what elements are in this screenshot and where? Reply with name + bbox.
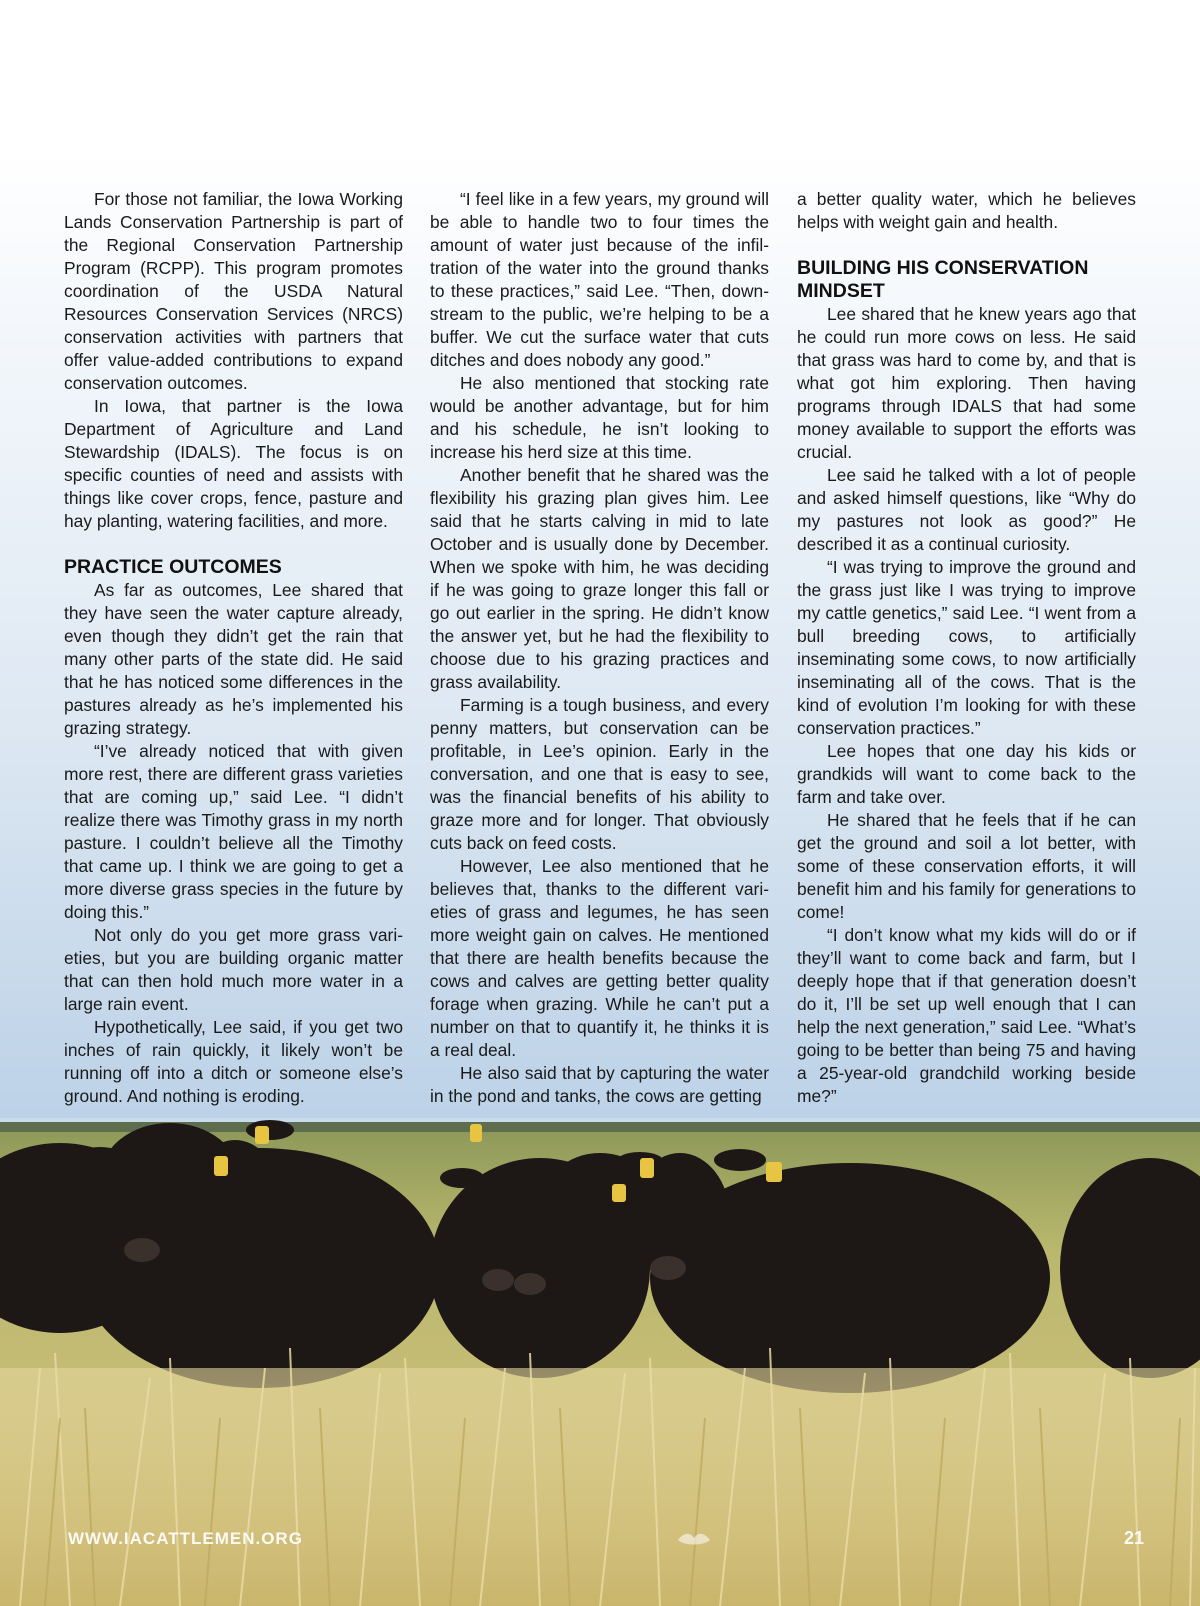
section-heading-practice-outcomes: PRACTICE OUTCOMES	[64, 556, 282, 578]
paragraph: “I’ve already noticed that with given more rest, there are different grass varieties that are coming up,” said Lee. “I didn’t realize there was Timothy grass in my north pasture. I couldn’t believe all the Timothy that came up. I think we are going to get a more diverse grass species in the future by doing this.”	[64, 741, 403, 922]
column-1	[64, 188, 403, 1108]
column-3	[797, 188, 1136, 1108]
footer-website: WWW.IACATTLEMEN.ORG	[68, 1529, 303, 1548]
page-number: 21	[1123, 1528, 1144, 1548]
paragraph: Lee said he talked with a lot of people and asked himself questions, like “Why do my pastures not look as good?” He described it as a continual curiosity.	[797, 465, 1136, 554]
association-logo-icon	[676, 1530, 712, 1548]
paragraph: However, Lee also mentioned that he believes that, thanks to the different varieties of grass and legumes, he has seen more weight gain on calves. He mentioned that there are health benefits because the cows and calves are getting better quality forage when grazing. While he can’t put a number on that to quantify it, he thinks it is a real deal.	[430, 856, 769, 1060]
column-2	[430, 188, 769, 1108]
paragraph: In Iowa, that partner is the Iowa Department of Agriculture and Land Stewardship (IDALS). The focus is on specific counties of need and assists with things like cover crops, fence, pasture and hay planting, watering facilities, and more.	[64, 396, 403, 531]
paragraph: As far as outcomes, Lee shared that they have seen the water capture already, even though they didn’t get the rain that many other parts of the state did. He said that he has noticed some differences in the pastures already as he’s implemented his grazing strategy.	[64, 580, 403, 738]
paragraph: He also mentioned that stocking rate would be another advantage, but for him and his schedule, he isn’t looking to increase his herd size at this time.	[430, 373, 769, 462]
paragraph: Not only do you get more grass varieties, but you are building organic matter that can then hold much more water in a large rain event.	[64, 925, 403, 1014]
paragraph: For those not familiar, the Iowa Working Lands Conservation Partnership is part of the Regional Conservation Partnership Program (RCPP). This program promotes coordination of the USDA Natural Resources Conservation Services (NRCS) conservation activities with partners that offer value-added contributions to expand conservation outcomes.	[64, 189, 403, 393]
paragraph-continued: a better quality water, which he believes helps with weight gain and health.	[797, 189, 1136, 232]
article-body	[64, 188, 1136, 1118]
paragraph: Farming is a tough business, and every penny matters, but conservation can be profitable, in Lee’s opinion. Early in the conversation, and one that is easy to see, was the financial benefits of his ability to graze more and for longer. That obviously cuts back on feed costs.	[430, 695, 769, 853]
paragraph: “I don’t know what my kids will do or if they’ll want to come back and farm, but I deeply hope that if that generation doesn’t do it, I’ll be set up well enough that I can help the next generation,” said Lee. “What’s going to be better than being 75 and having a 25-year-old grandchild working beside me?”	[797, 925, 1136, 1106]
paragraph: Hypothetically, Lee said, if you get two inches of rain quickly, it likely won’t be running off into a ditch or someone else’s ground. And nothing is eroding.	[64, 1017, 403, 1106]
paragraph: Lee hopes that one day his kids or grandkids will want to come back to the farm and take over.	[797, 741, 1136, 807]
paragraph: Lee shared that he knew years ago that he could run more cows on less. He said that grass was hard to come by, and that is what got him exploring. Then having programs through IDALS that had some money available to support the efforts was crucial.	[797, 304, 1136, 462]
paragraph: He shared that he feels that if he can get the ground and soil a lot better, with some of these conservation efforts, it will benefit him and his family for generations to come!	[797, 810, 1136, 922]
paragraph: “I was trying to improve the ground and the grass just like I was trying to improve my cattle genetics,” said Lee. “I went from a bull breeding cows, to artificially inseminating some cows, to now artificially inseminating all of the cows. That is the kind of evolution I’m looking for with these conservation practices.”	[797, 557, 1136, 738]
paragraph: “I feel like in a few years, my ground will be able to handle two to four times the amount of water just because of the infiltration of the water into the ground thanks to these practices,” said Lee. “Then, downstream to the public, we’re helping to be a buffer. We cut the surface water that cuts ditches and does nobody any good.”	[430, 189, 769, 370]
section-heading-conservation-mindset: BUILDING HIS CONSERVATION MINDSET	[797, 257, 1089, 302]
paragraph: Another benefit that he shared was the flexibility his grazing plan gives him. Lee said that he starts calving in mid to late October and is usually done by December. When we spoke with him, he was deciding if he was going to graze longer this fall or go out earlier in the spring. He didn’t know the answer yet, but he had the flexibility to choose due to his grazing practices and grass availability.	[430, 465, 769, 692]
paragraph: He also said that by capturing the water in the pond and tanks, the cows are getting	[430, 1063, 769, 1106]
